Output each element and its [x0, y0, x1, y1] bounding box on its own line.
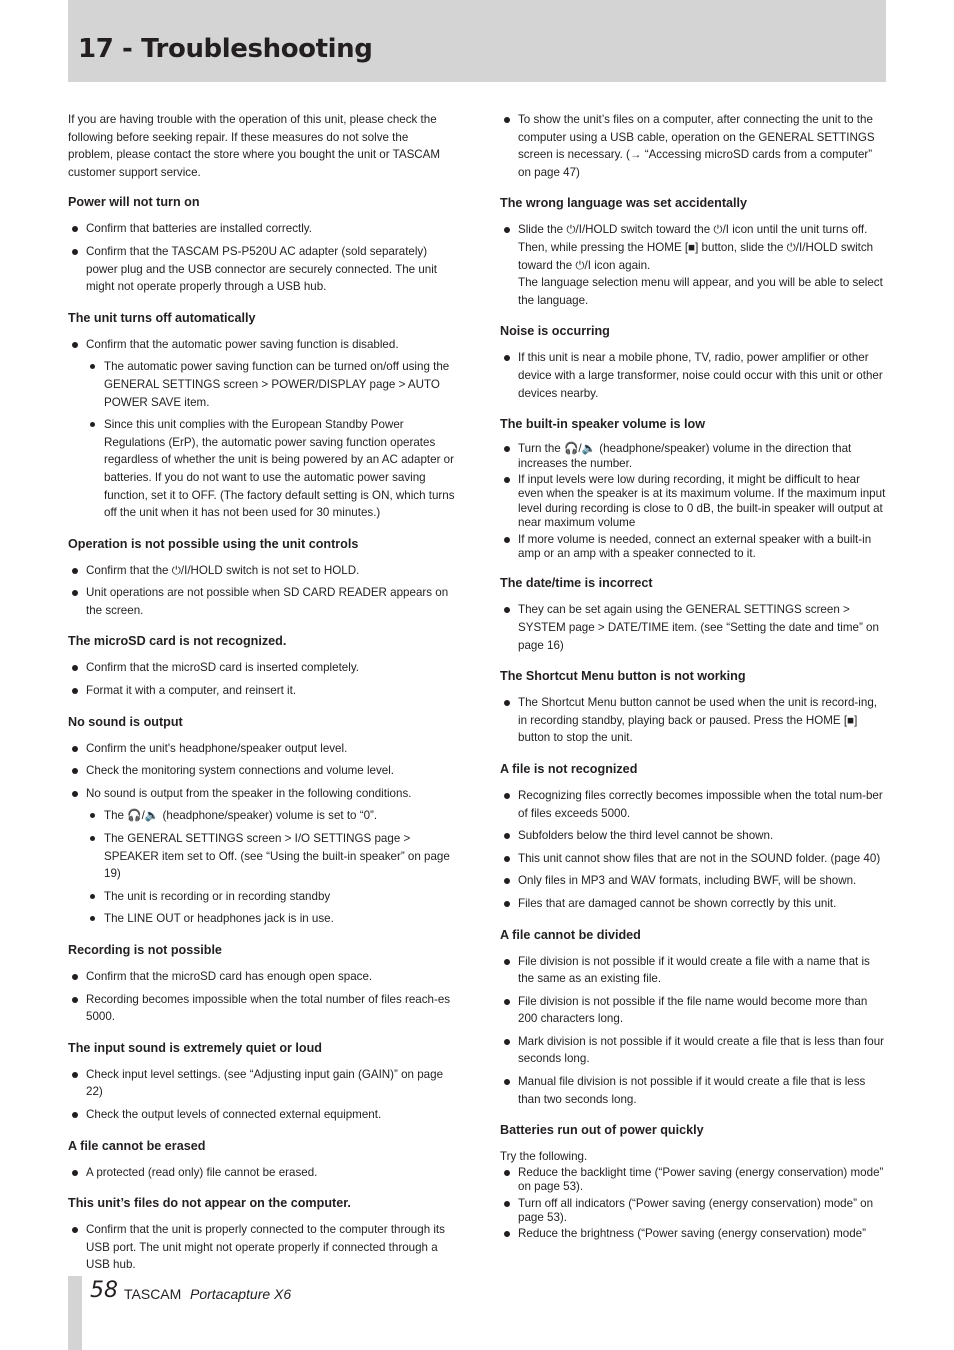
- page-title: 17 - Troubleshooting: [78, 34, 373, 64]
- list-item: Check the monitoring system connections and volume level.: [68, 762, 456, 780]
- list-item: Files that are damaged cannot be shown correctly by this unit.: [500, 895, 886, 913]
- bullet-list: [68, 1066, 456, 1124]
- bullet-list: [500, 601, 886, 654]
- intro-paragraph: If you are having trouble with the operation of this unit, please check the following before seeking repair. If these measures do not solve the problem, please contact the store where you bought the unit or TASCAM customer support service.: [68, 113, 441, 179]
- section-heading: The microSD card is not recognized.: [68, 634, 287, 649]
- section-heading: No sound is output: [68, 714, 183, 729]
- list-item: Check input level settings. (see “Adjusting input gain (GAIN)” on page 22): [68, 1066, 456, 1101]
- sub-list-item: Since this unit complies with the European Standby Power Regulations (ErP), the automatic power saving function operates regardless of whether the unit is being powered by an AC adapter or batteries. If you do not want to use the automatic power saving function, set it to OFF. (The factory default setting is ON, which turns off the unit when it has not been used for 30 minutes.): [86, 416, 456, 522]
- section-heading: Noise is occurring: [500, 324, 610, 339]
- list-item-text: No sound is output from the speaker in the following conditions.: [86, 786, 412, 800]
- sub-list: [86, 807, 456, 928]
- footer-model: Portacapture X6: [190, 1286, 292, 1302]
- list-item: Slide the ⏻/I/HOLD switch toward the ⏻/I icon until the unit turns off. Then, while pressing the HOME [■] button, slide the ⏻/I/HOLD switch toward the ⏻/I icon again. The language selection menu will appear, and you will be able to select the language.: [500, 221, 886, 309]
- page-number: 58: [90, 1278, 118, 1303]
- bullet-list: [68, 562, 456, 620]
- bullet-list: [68, 740, 456, 928]
- section-heading: Operation is not possible using the unit controls: [68, 536, 359, 551]
- list-item: To show the unit’s files on a computer, after connecting the unit to the computer using a USB cable, operation on the GENERAL SETTINGS screen is necessary. (→ “Accessing microSD cards from a computer” on page 47): [500, 111, 886, 181]
- bullet-list: [68, 1221, 456, 1274]
- list-item: Confirm that the unit is properly connected to the computer through its USB port. The unit might not operate properly if connected through a USB hub.: [68, 1221, 456, 1274]
- section-heading: The wrong language was set accidentally: [500, 196, 748, 211]
- sub-list-item: The automatic power saving function can be turned on/off using the GENERAL SETTINGS screen > POWER/DISPLAY page > AUTO POWER SAVE item.: [86, 358, 456, 411]
- list-item: File division is not possible if the file name would become more than 200 characters long.: [500, 993, 886, 1028]
- list-item: Confirm the unit's headphone/speaker output level.: [68, 740, 456, 758]
- bullet-list: [68, 336, 456, 522]
- header-band: [68, 0, 886, 82]
- list-item: Confirm that the microSD card has enough open space.: [68, 968, 456, 986]
- list-item: Format it with a computer, and reinsert it.: [68, 682, 456, 700]
- right-section: [500, 575, 886, 654]
- section-heading: Power will not turn on: [68, 195, 200, 210]
- right-section: [500, 416, 886, 561]
- section-heading: A file cannot be divided: [500, 927, 641, 942]
- sub-list-item: The LINE OUT or headphones jack is in use.: [86, 910, 456, 928]
- right-sections: [500, 195, 886, 1242]
- bullet-list: [500, 1166, 886, 1242]
- bullet-list: [500, 221, 886, 309]
- section-input-sound: [68, 1040, 456, 1124]
- section-recording: [68, 942, 456, 1026]
- sub-list-item: The unit is recording or in recording standby: [86, 888, 456, 906]
- list-item: If more volume is needed, connect an external speaker with a built-in amp or an amp with a speaker connected to it.: [500, 533, 886, 562]
- list-item: Confirm that the ⏻/I/HOLD switch is not set to HOLD.: [68, 562, 456, 580]
- list-item: Manual file division is not possible if it would create a file that is less than two seconds long.: [500, 1073, 886, 1108]
- right-section: [500, 323, 886, 402]
- section-heading: The unit turns off automatically: [68, 310, 256, 325]
- section-heading: Recording is not possible: [68, 943, 222, 957]
- list-item: If input levels were low during recording, it might be difficult to hear even when the speaker is at its maximum volume. If the maximum input level during recording is close to 0 dB, the built-in speaker will output at near maximum volume: [500, 473, 886, 531]
- footer-band: [68, 1276, 82, 1350]
- list-item: Confirm that the TASCAM PS-P520U AC adapter (sold separately) power plug and the USB connector are securely connected. The unit might not operate properly through a USB hub.: [68, 243, 456, 296]
- section-no-sound: [68, 714, 456, 928]
- list-item: The Shortcut Menu button cannot be used when the unit is record-ing, in recording standby, playing back or paused. Press the HOME [■] button to stop the unit.: [500, 694, 886, 747]
- sub-list-item: The GENERAL SETTINGS screen > I/O SETTINGS page > SPEAKER item set to Off. (see “Using the built-in speaker” on page 19): [86, 830, 456, 883]
- section-heading: A file cannot be erased: [68, 1138, 206, 1153]
- section-lead: Try the following.: [500, 1150, 588, 1164]
- bullet-list: [68, 968, 456, 1026]
- list-item: Unit operations are not possible when SD CARD READER appears on the screen.: [68, 584, 456, 619]
- list-item: Subfolders below the third level cannot be shown.: [500, 827, 886, 845]
- list-item: Check the output levels of connected external equipment.: [68, 1106, 456, 1124]
- list-item: File division is not possible if it would create a file with a name that is the same as an existing file.: [500, 953, 886, 988]
- bullet-list: [68, 220, 456, 295]
- section-heading: The built-in speaker volume is low: [500, 417, 706, 432]
- section-heading: Batteries run out of power quickly: [500, 1123, 704, 1138]
- right-section: [500, 761, 886, 913]
- bullet-list: [500, 349, 886, 402]
- right-section: [500, 1122, 886, 1242]
- bullet-list: [500, 111, 886, 181]
- section-files-computer: [68, 1195, 456, 1274]
- list-item: This unit cannot show files that are not in the SOUND folder. (page 40): [500, 850, 886, 868]
- list-item: Recording becomes impossible when the total number of files reach-es 5000.: [68, 991, 456, 1026]
- sub-list: [86, 358, 456, 521]
- bullet-list: [68, 659, 456, 699]
- right-section: [500, 195, 886, 309]
- section-heading: The date/time is incorrect: [500, 576, 653, 591]
- list-item: If this unit is near a mobile phone, TV, radio, power amplifier or other device with a large transformer, noise could occur with this unit or other devices nearby.: [500, 349, 886, 402]
- list-item: A protected (read only) file cannot be erased.: [68, 1164, 456, 1182]
- bullet-list: [68, 1164, 456, 1182]
- list-item: Recognizing files correctly becomes impossible when the total num-ber of files exceeds 5000.: [500, 787, 886, 822]
- section-heading: The input sound is extremely quiet or loud: [68, 1040, 322, 1055]
- list-item: Turn off all indicators (“Power saving (energy conservation) mode” on page 53).: [500, 1197, 886, 1226]
- section-microsd: [68, 633, 456, 699]
- section-heading: The Shortcut Menu button is not working: [500, 669, 746, 684]
- list-item: [68, 785, 456, 928]
- list-item: [68, 336, 456, 522]
- bullet-list: [500, 694, 886, 747]
- right-section: [500, 927, 886, 1109]
- footer-brand: TASCAM: [124, 1286, 182, 1302]
- list-item: Confirm that the microSD card is inserted completely.: [68, 659, 456, 677]
- bullet-list: [500, 787, 886, 913]
- right-section: [500, 668, 886, 747]
- section-erase: [68, 1138, 456, 1182]
- section-auto-off: [68, 310, 456, 522]
- right-column: [500, 111, 886, 1256]
- list-item: Only files in MP3 and WAV formats, including BWF, will be shown.: [500, 872, 886, 890]
- bullet-list: [500, 442, 886, 561]
- list-item: Turn the 🎧/🔈 (headphone/speaker) volume in the direction that increases the number.: [500, 442, 886, 471]
- section-controls: [68, 536, 456, 620]
- list-item: They can be set again using the GENERAL SETTINGS screen > SYSTEM page > DATE/TIME item. (see “Setting the date and time” on page 16): [500, 601, 886, 654]
- section-power-not-on: [68, 194, 456, 295]
- section-heading: A file is not recognized: [500, 761, 638, 776]
- list-item-text: Confirm that the automatic power saving function is disabled.: [86, 337, 399, 351]
- sub-list-item: The 🎧/🔈 (headphone/speaker) volume is set to “0”.: [86, 807, 456, 825]
- list-item: Mark division is not possible if it would create a file that is less than four seconds long.: [500, 1033, 886, 1068]
- bullet-list: [500, 953, 886, 1109]
- left-column: [68, 111, 456, 1288]
- section-heading: This unit’s files do not appear on the computer.: [68, 1196, 351, 1211]
- list-item: Reduce the brightness (“Power saving (energy conservation) mode”: [500, 1227, 886, 1241]
- list-item: Reduce the backlight time (“Power saving (energy conservation) mode” on page 53).: [500, 1166, 886, 1195]
- list-item: Confirm that batteries are installed correctly.: [68, 220, 456, 238]
